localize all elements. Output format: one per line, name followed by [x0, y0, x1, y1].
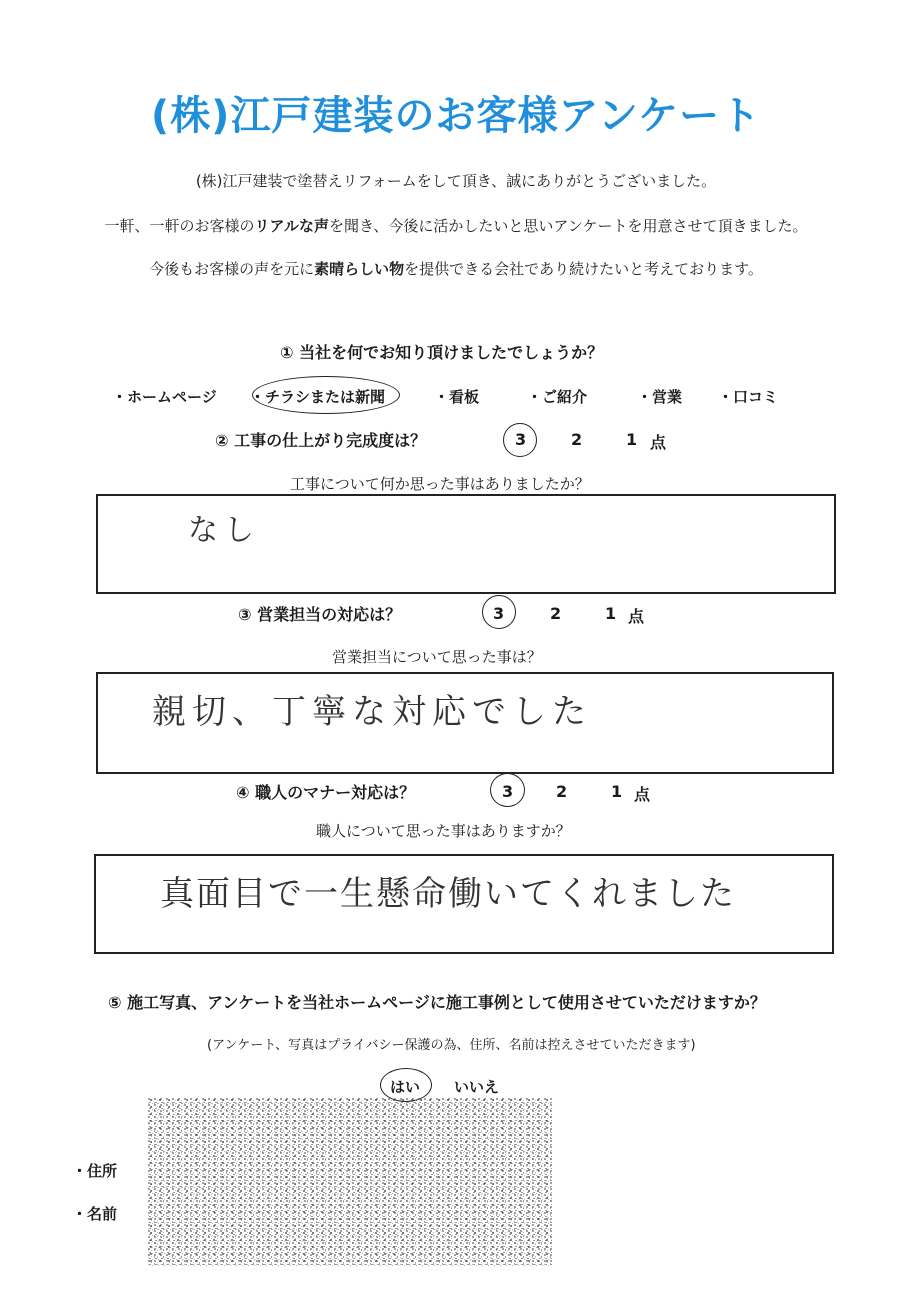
intro-line-2-emphasis: リアルな声: [254, 217, 329, 235]
option-word-of-mouth[interactable]: ・口コミ: [718, 388, 779, 406]
q4-answer: 真面目で一生懸命働いてくれました: [160, 874, 736, 914]
question-1: ① 当社を何でお知り頂けましたでしょうか？: [280, 343, 604, 362]
q2-answer: なし: [188, 513, 260, 548]
q5-yes[interactable]: はい: [390, 1078, 421, 1096]
question-5: ⑤ 施工写真、アンケートを当社ホームページに施工事例として使用させていただけますか？: [108, 993, 766, 1012]
q2-comment-prompt: 工事について何か思った事はありましたか？: [290, 475, 590, 493]
q3-comment-prompt: 営業担当について思った事は？: [332, 648, 542, 666]
q4-score-1[interactable]: 1: [611, 782, 623, 801]
q4-comment-prompt: 職人について思った事はありますか？: [316, 822, 571, 840]
option-sales[interactable]: ・営業: [637, 388, 683, 406]
option-flyer-newspaper[interactable]: ・チラシまたは新聞: [250, 388, 386, 406]
q4-score-3[interactable]: 3: [502, 782, 514, 801]
q5-selected-circle: [380, 1068, 432, 1102]
q3-score-1[interactable]: 1: [605, 604, 617, 623]
question-4: ④ 職人のマナー対応は？: [236, 783, 416, 802]
intro-line-3-emphasis: 素晴らしい物: [314, 260, 405, 278]
q3-score-3[interactable]: 3: [493, 604, 505, 623]
selected-option-circle: [252, 376, 400, 414]
option-homepage[interactable]: ・ホームページ: [112, 388, 217, 406]
intro-line-3-a: 今後もお客様の声を元に: [149, 260, 315, 278]
page-title: (株)江戸建装のお客様アンケート: [150, 93, 762, 139]
redaction-noise: [148, 1098, 552, 1266]
address-label: ・住所: [72, 1162, 118, 1180]
intro-line-1: (株)江戸建装で塗替えリフォームをして頂き、誠にありがとうございました。: [195, 172, 717, 190]
intro-line-2-a: 一軒、一軒のお客様の: [104, 217, 255, 235]
q4-score-2[interactable]: 2: [556, 782, 568, 801]
q2-score-1[interactable]: 1: [626, 430, 638, 449]
intro-line-2-c: を聞き、今後に活かしたいと思いアンケートを用意させて頂きました。: [328, 217, 808, 235]
q3-answer: 親切、丁寧な対応でした: [152, 692, 592, 732]
intro-line-3-c: を提供できる会社であり続けたいと考えております。: [404, 260, 763, 278]
question-3: ③ 営業担当の対応は？: [238, 605, 402, 624]
q4-selected-circle: [490, 773, 525, 807]
q2-selected-circle: [503, 423, 537, 457]
q5-no[interactable]: いいえ: [454, 1078, 500, 1096]
q3-selected-circle: [482, 595, 516, 629]
question-2: ② 工事の仕上がり完成度は？: [215, 431, 427, 450]
option-referral[interactable]: ・ご紹介: [527, 388, 588, 406]
q3-unit: 点: [628, 607, 645, 626]
q3-score-2[interactable]: 2: [550, 604, 562, 623]
name-label: ・名前: [72, 1205, 118, 1223]
q4-unit: 点: [634, 785, 651, 804]
intro-line-2: [0, 215, 912, 236]
q2-unit: 点: [650, 433, 667, 452]
intro-line-3: [0, 258, 912, 279]
q2-score-3[interactable]: 3: [515, 430, 527, 449]
q5-note: (アンケート、写真はプライバシー保護の為、住所、名前は控えさせていただきます): [207, 1038, 696, 1053]
option-signboard[interactable]: ・看板: [434, 388, 480, 406]
q2-score-2[interactable]: 2: [571, 430, 583, 449]
